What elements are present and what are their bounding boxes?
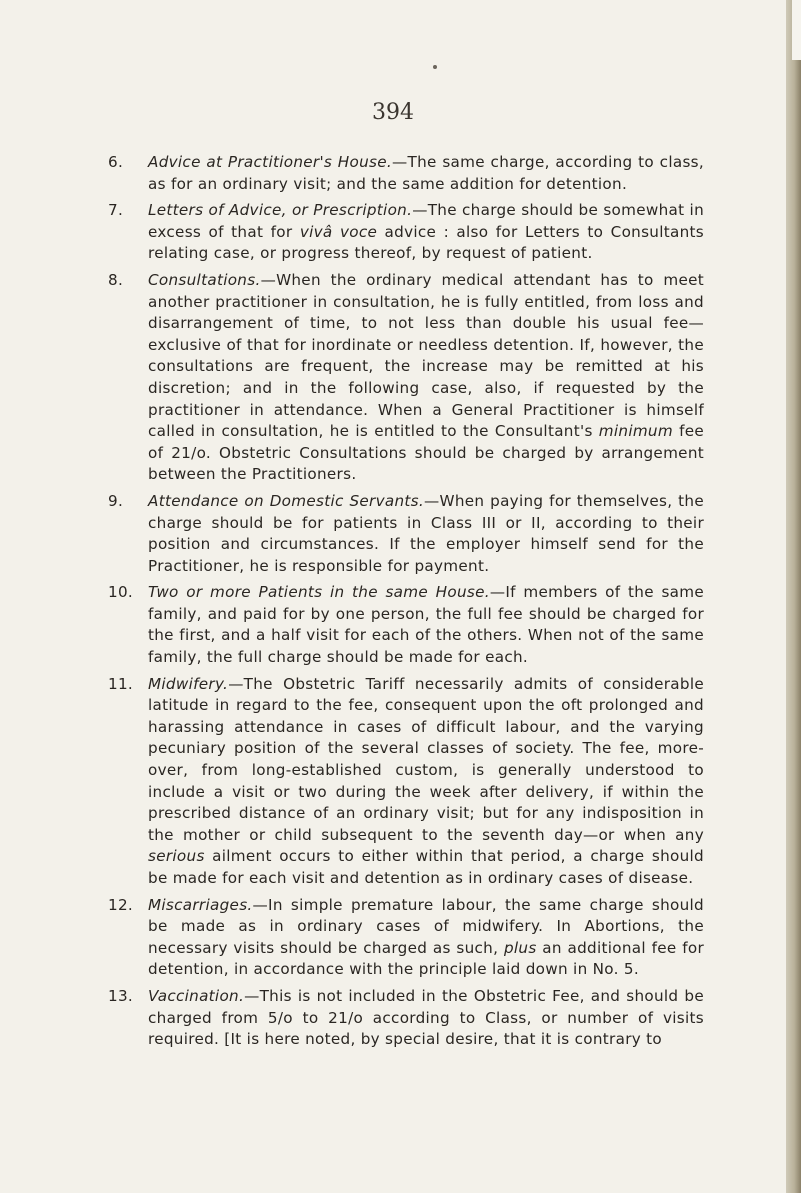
- entry-text: [148, 152, 704, 195]
- page-number: 394: [372, 100, 414, 125]
- entry-text: [148, 582, 704, 668]
- entry-body: —If members of the same family, and paid for by one person, the full fee should be charged for the first, and a half visit for each of the others. When not of the same family, the full charge should be made for each.: [148, 583, 705, 667]
- entry-title: Two or more Patients in the same House.: [148, 583, 490, 602]
- entry-number: 6.: [108, 153, 124, 171]
- entry-title: Vaccination.: [148, 986, 245, 1005]
- entry-title: Miscarriages.: [148, 895, 253, 914]
- entry-body-cont: fee of 21/o. Obstetric Consultations should be charged by arrangement between the Practitioners.: [148, 422, 704, 484]
- entry-number: 9.: [108, 491, 124, 510]
- entry-6: [0, 152, 786, 195]
- entry-body-cont: ailment occurs to either within that period, a charge should be made for each visit and detention as in ordinary cases of disease.: [148, 847, 704, 887]
- entry-number: 12.: [108, 895, 134, 914]
- entry-text: [148, 200, 704, 265]
- entry-number: 11.: [108, 674, 134, 693]
- entry-11: [0, 674, 786, 890]
- entry-12: [0, 895, 786, 981]
- entry-body: —In simple premature labour, the same charge should be made as in ordinary cases of midwifery. In Abortions, the necessary visits should be charged as such,: [148, 895, 704, 957]
- entry-title: Letters of Advice, or Prescription.: [148, 201, 413, 220]
- entry-text: [148, 674, 704, 890]
- tariff-entries: [0, 152, 786, 1056]
- entry-text: [148, 895, 704, 981]
- entry-7: [0, 200, 786, 265]
- entry-emphasis: vivâ voce: [299, 222, 378, 241]
- entry-title: Consultations.: [148, 270, 261, 289]
- entry-8: [0, 270, 786, 486]
- entry-emphasis: serious: [148, 847, 205, 866]
- entry-body: —The Obstetric Tariff necessarily admits of considerable latitude in regard to the fee, consequent upon the oft prolonged and harassing attendance in cases of difficult labour, and the varying pecuniary position of the several classes of society. The fee, more- over, from long-established custom, is generally understood to include a visit or two during the week after delivery, if within the prescribed distance of an ordinary visit; but for any indisposition in the mother or child subsequent to the seventh day—or when any: [148, 674, 704, 844]
- entry-body: —The charge should be somewhat in excess of that for: [148, 201, 705, 241]
- entry-number: 7.: [108, 201, 124, 220]
- entry-number: 13.: [108, 986, 134, 1005]
- entry-text: [148, 270, 704, 486]
- entry-title: Midwifery.: [148, 674, 229, 693]
- entry-title: Attendance on Domestic Servants.: [148, 491, 425, 510]
- page-corner: [792, 0, 801, 60]
- entry-text: [148, 491, 704, 577]
- entry-number: 8.: [108, 270, 124, 289]
- ink-speck: [433, 65, 437, 69]
- entry-body: —This is not included in the Obstetric Fee, and should be charged from 5/o to 21/o according to Class, or number of visits required. [It is here noted, by special desire, that it is contrary to: [148, 986, 704, 1049]
- entry-body: —When paying for themselves, the charge should be for patients in Class III or II, according to their position and circumstances. If the employer himself send for the Practitioner, he is responsible for payment.: [148, 491, 704, 575]
- entry-13: [0, 986, 786, 1051]
- entry-body: —When the ordinary medical attendant has to meet another practitioner in consultation, he is fully entitled, from loss and disarrangement of time, to not less than double his usual fee— exclusive of that for inordinate or needless detention. If, however, the consultations are frequent, the increase may be remitted at his discretion; and in the following case, also, if requested by the practitioner in attendance. When a General Practitioner is himself called in consultation, he is entitled to the Consultant's: [148, 270, 704, 441]
- entry-body: —The same charge, according to class, as for an ordinary visit; and the same addition for detention.: [148, 153, 705, 193]
- book-edge-shadow: [786, 0, 801, 1193]
- entry-title: Advice at Practitioner's House.: [148, 153, 393, 171]
- entry-emphasis: plus: [503, 938, 537, 957]
- entry-9: [0, 491, 786, 577]
- entry-number: 10.: [108, 583, 134, 602]
- entry-body-cont: an additional fee for detention, in accordance with the principle laid down in No. 5.: [148, 938, 704, 979]
- entry-10: [0, 582, 786, 668]
- entry-emphasis: minimum: [598, 422, 673, 441]
- entry-body-cont: advice : also for Letters to Consultants relating case, or progress thereof, by request of patient.: [148, 222, 704, 263]
- entry-text: [148, 986, 704, 1051]
